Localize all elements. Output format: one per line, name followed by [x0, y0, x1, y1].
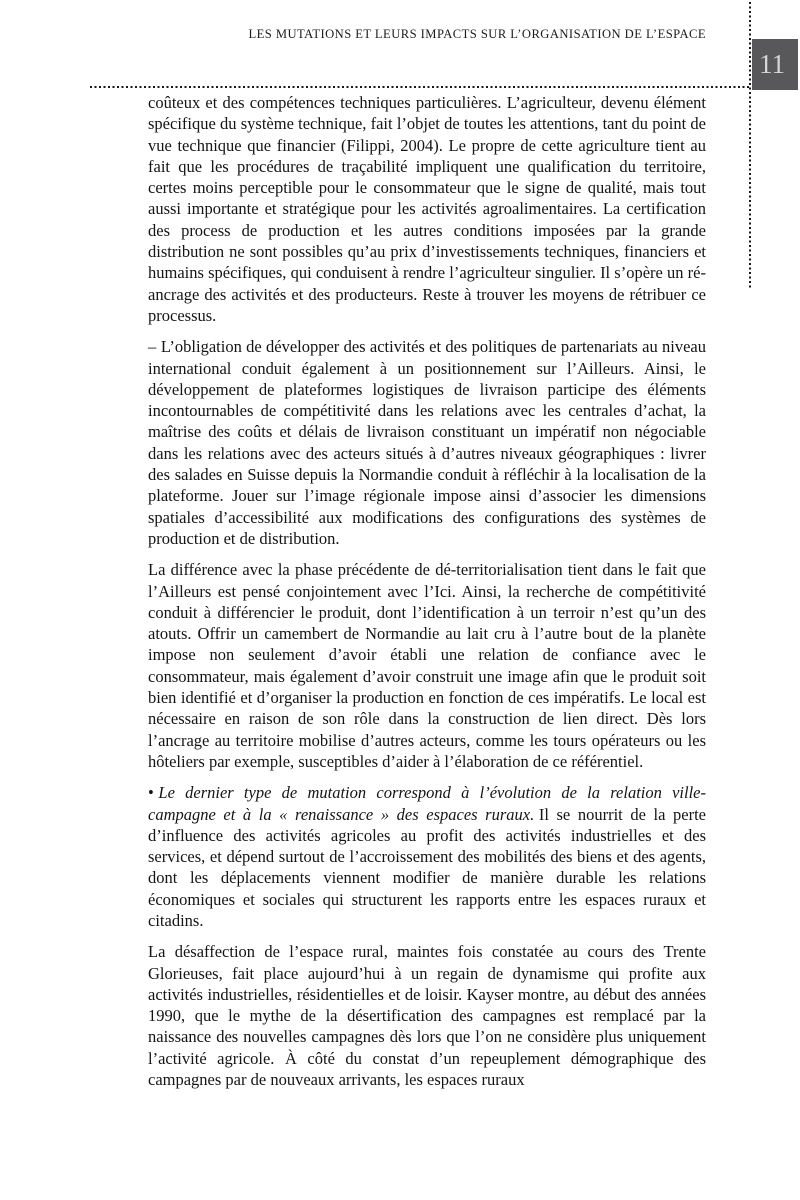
body-text — [148, 92, 706, 1100]
paragraph — [148, 336, 706, 549]
paragraph-text: La différence avec la phase précédente de dé-territorialisation tient dans le fait que l’Ailleurs est pensé conjointement avec l’Ici. Ainsi, la recherche de compétitivité conduit à différencier le produit, dont l’identification à un terroir n’est qu’un des atouts. Offrir un camembert de Normandie au lait cru à l’autre bout de la planète impose non seulement d’avoir établi une relation de confiance avec le consommateur, mais également d’avoir construit une image afin que le produit soit bien identifié et d’organiser la production en fonction de ces impératifs. Le local est nécessaire en raison de son rôle dans la construction de lien direct. Dès lors l’ancrage au territoire mobilise d’autres acteurs, comme les tours opérateurs ou les hôteliers par exemple, susceptibles d’aider à l’élaboration de ce référentiel. — [148, 560, 706, 771]
page-number-box — [752, 39, 798, 90]
paragraph — [148, 941, 706, 1090]
paragraph-text: Il se nourrit de la perte d’influence des activités agricoles au profit des activités industrielles et des services, et dépend surtout de l’accroissement des mobilités des biens et des agents, dont les déplacements viennent modifier de manière durable les relations économiques et sociales qui structurent les rapports entre les espaces ruraux et citadins. — [148, 804, 706, 930]
margin-dotted-rule — [749, 2, 751, 290]
paragraph-text: La désaffection de l’espace rural, maintes fois constatée au cours des Trente Glorieuses, fait place aujourd’hui à un regain de dynamisme qui profite aux activités industrielles, résidentielles et de loisir. Kayser montre, au début des années 1990, que le mythe de la désertification des campagnes est remplacé par la naissance des nouvelles campagnes dès lors que l’on ne considère plus uniquement l’activité agricole. À côté du constat d’un repeuplement démographique des campagnes par de nouveaux arrivants, les espaces ruraux — [148, 942, 706, 1090]
paragraph-italic-lead: Le dernier type de mutation correspond à l’évolution de la relation ville-campagne et à la « renaissance » des espaces ruraux. — [148, 783, 706, 824]
header-dotted-rule — [90, 86, 750, 88]
paragraph-text: L’obligation de développer des activités et des politiques de partenariats au niveau international conduit également à un positionnement sur l’Ailleurs. Ainsi, le développement de plateformes logistiques de livraison participe des éléments incontournables de compétitivité dans les relations avec les centrales d’achat, la maîtrise des coûts et délais de livraison constituant un impératif non négociable dans les relations avec des acteurs situés à d’autres niveaux géographiques : livrer des salades en Suisse depuis la Normandie conduit à réfléchir à la localisation de la plateforme. Jouer sur l’image régionale impose ainsi d’associer les dimensions spatiales d’accessibilité aux modifications des configurations des systèmes de production et de distribution. — [148, 337, 706, 548]
paragraph — [148, 782, 706, 931]
paragraph-prefix: – — [148, 337, 157, 357]
paragraph-text: coûteux et des compétences techniques particulières. L’agriculteur, devenu élément spécifique du système technique, fait l’objet de toutes les attentions, tant du point de vue technique que financier (Filippi, 2004). Le propre de cette agriculture tient au fait que les procédures de traçabilité impliquent une qualification du territoire, certes moins perceptible pour le consommateur que le signe de qualité, mais tout aussi importante et stratégique pour les activités agroalimentaires. La certification des process de production et les autres conditions imposées par la grande distribution ne sont possibles qu’au prix d’investissements techniques, financiers et humains spécifiques, qui conduisent à rendre l’agriculteur singulier. Il s’opère un ré-ancrage des activités et des producteurs. Reste à trouver les moyens de rétribuer ce processus. — [148, 93, 706, 325]
paragraph — [148, 559, 706, 772]
paragraph-prefix: • — [148, 783, 154, 803]
paragraph — [148, 92, 706, 326]
page-number: 11 — [759, 49, 785, 79]
running-head: LES MUTATIONS ET LEURS IMPACTS SUR L’ORGANISATION DE L’ESPACE — [248, 27, 706, 41]
